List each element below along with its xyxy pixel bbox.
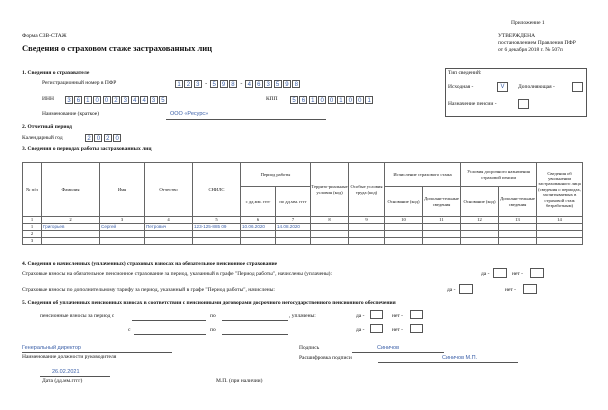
column-number: 14 xyxy=(537,217,583,224)
approved-by: постановлением Правления ПФР xyxy=(498,40,576,46)
cell-empty xyxy=(385,224,423,231)
decode-underline xyxy=(378,362,518,363)
cell-empty xyxy=(461,231,499,238)
insurer-section-title: 1. Сведения о страхователе xyxy=(22,70,90,76)
year-cell: 0 xyxy=(94,134,102,142)
column-numbers-row xyxy=(23,217,583,224)
signature-value: Синичов xyxy=(377,345,399,351)
pension-contracts-section-title: 5. Сведения об уплаченных пенсионных взносах в соответствии с пенсионными договорами досрочного негосударственного пенсионного обеспечения xyxy=(22,300,396,306)
th-surname: Фамилия xyxy=(42,163,100,217)
pension-no-label-1: нет - xyxy=(392,313,403,319)
th-early: Условия досрочного назначения страховой пенсии xyxy=(461,163,537,187)
th-snils: СНИЛС xyxy=(193,163,241,217)
inn-cell: 6 xyxy=(74,96,82,104)
reg-number-cell: 4 xyxy=(245,80,253,88)
pension-to-label-2: по xyxy=(210,327,216,333)
column-number: 10 xyxy=(385,217,423,224)
kpp-cell: 5 xyxy=(290,96,298,104)
cell-to xyxy=(276,238,311,245)
inn-cell: 1 xyxy=(84,96,92,104)
work-periods-table xyxy=(22,162,583,245)
cell-surname xyxy=(42,231,100,238)
pension-to-label-1: по xyxy=(210,313,216,319)
inn-cell: 0 xyxy=(93,96,101,104)
table-row xyxy=(23,224,583,231)
cell-empty xyxy=(311,238,349,245)
th-to: по дд.мм. гггг xyxy=(276,187,311,217)
date-underline xyxy=(40,376,110,377)
cell-empty xyxy=(311,231,349,238)
pension-yes-box-1[interactable] xyxy=(370,310,383,319)
inn-cell: 0 xyxy=(103,96,111,104)
kpp-cell: 0 xyxy=(346,96,354,104)
th-service: Исчисление страхового стажа xyxy=(385,163,461,187)
th-territorial: Террито-риальные условия (код) xyxy=(311,163,349,217)
th-service-basis: Основание (код) xyxy=(385,187,423,217)
cell-empty xyxy=(499,231,537,238)
inn-cells xyxy=(65,96,168,104)
cell-name xyxy=(100,231,145,238)
th-period: Период работы xyxy=(241,163,311,187)
pension-from-field-1[interactable] xyxy=(132,320,206,321)
contributions-line2: Страховые взносы по дополнительному тарифу за период, указанный в графе "Период работы", начислены: xyxy=(22,287,275,293)
contributions-line1-no-box[interactable] xyxy=(530,268,544,278)
column-number: 11 xyxy=(423,217,461,224)
pension-no-label-2: нет - xyxy=(392,327,403,333)
reg-number-cell: 8 xyxy=(292,80,300,88)
reg-number-cells xyxy=(175,80,302,88)
cell-empty xyxy=(423,231,461,238)
kpp-cell: 1 xyxy=(337,96,345,104)
cell-empty xyxy=(423,224,461,231)
info-type-source-checkbox[interactable]: V xyxy=(497,82,508,92)
cell-empty xyxy=(499,238,537,245)
cell-patronymic xyxy=(145,231,193,238)
column-number: 7 xyxy=(276,217,311,224)
reg-number-separator: - xyxy=(205,81,208,87)
decode-value: Синичов М.П. xyxy=(442,355,478,361)
reg-number-cell: 5 xyxy=(274,80,282,88)
pension-yes-box-2[interactable] xyxy=(370,324,383,333)
cell-empty xyxy=(461,238,499,245)
contributions-line1-yes-label: да - xyxy=(481,271,490,277)
cell-snils xyxy=(193,238,241,245)
info-type-additional-checkbox[interactable] xyxy=(572,82,583,92)
th-early-extra: Дополни-тельные сведения xyxy=(499,187,537,217)
cell-empty xyxy=(349,238,385,245)
column-number: 5 xyxy=(193,217,241,224)
cell-empty xyxy=(385,231,423,238)
pension-paid-label: , уплачены: xyxy=(289,313,316,319)
appendix-label: Приложение 1 xyxy=(511,20,545,26)
column-number: 3 xyxy=(100,217,145,224)
th-service-extra: Дополни-тельные сведения xyxy=(423,187,461,217)
cell-empty xyxy=(311,224,349,231)
inn-cell: 4 xyxy=(131,96,139,104)
short-name-underline xyxy=(166,119,326,120)
cell-patronymic xyxy=(145,238,193,245)
pension-period-label: пенсионные взносы за период с xyxy=(40,313,115,319)
cell-num: 1 xyxy=(23,224,42,231)
cell-snils xyxy=(193,231,241,238)
cell-to xyxy=(276,231,311,238)
cell-surname: Григорьев xyxy=(42,224,100,231)
reg-number-cell: 3 xyxy=(264,80,272,88)
signature-label: Подпись xyxy=(299,345,320,351)
info-type-additional-label: Дополняющая - xyxy=(518,84,555,90)
kpp-cell: 0 xyxy=(328,96,336,104)
reg-number-label: Регистрационный номер в ПФР xyxy=(42,80,117,86)
cell-name xyxy=(100,238,145,245)
pension-no-box-2[interactable] xyxy=(410,324,423,333)
kpp-cell: 6 xyxy=(299,96,307,104)
column-number: 6 xyxy=(241,217,276,224)
contributions-section-title: 4. Сведения о начисленных (уплаченных) страховых взносах на обязательное пенсионное страхование xyxy=(22,261,278,267)
kpp-label: КПП xyxy=(266,96,278,102)
reg-number-cell: 8 xyxy=(229,80,237,88)
info-type-pension-label: Назначение пенсии - xyxy=(448,101,497,107)
info-type-source-label: Исходная - xyxy=(448,84,474,90)
column-number: 4 xyxy=(145,217,193,224)
short-name-value: ООО «Ресурс» xyxy=(170,111,209,117)
contributions-line2-yes-box[interactable] xyxy=(459,284,473,294)
cell-snils: 123-125-885 09 xyxy=(193,224,241,231)
reg-number-cell: 9 xyxy=(220,80,228,88)
cell-empty xyxy=(423,238,461,245)
contributions-line1-no-label: нет - xyxy=(512,271,523,277)
stamp-label: М.П. (при наличии) xyxy=(216,378,263,384)
inn-cell: 5 xyxy=(159,96,167,104)
period-section-title: 2. Отчетный период xyxy=(22,124,72,130)
pension-no-box-1[interactable] xyxy=(410,310,423,319)
approved-label: УТВЕРЖДЕНА xyxy=(498,33,536,39)
cell-num: 3 xyxy=(23,238,42,245)
contributions-line2-no-label: нет - xyxy=(505,287,516,293)
inn-cell: 4 xyxy=(140,96,148,104)
approved-date: от 6 декабря 2018 г. № 507п xyxy=(498,47,563,53)
contributions-line1-yes-box[interactable] xyxy=(493,268,507,278)
reg-number-cell: 2 xyxy=(184,80,192,88)
cell-name: Сергей xyxy=(100,224,145,231)
table-row xyxy=(23,231,583,238)
th-from: с дд.мм. гггг xyxy=(241,187,276,217)
date-label: Дата (дд.мм.гггг) xyxy=(42,378,83,384)
short-name-label: Наименование (краткое) xyxy=(42,111,100,117)
pension-from-field-2[interactable] xyxy=(134,334,206,335)
pension-yes-label-2: да - xyxy=(356,327,365,333)
kpp-cell: 0 xyxy=(356,96,364,104)
kpp-cell: 1 xyxy=(365,96,373,104)
position-label: Наименование должности руководителя xyxy=(22,354,117,360)
cell-surname xyxy=(42,238,100,245)
th-special: Особые условия труда (код) xyxy=(349,163,385,217)
contributions-line1: Страховые взносы на обязательное пенсионное страхование за период, указанный в графе "Период работы", начислены (уплачены): xyxy=(22,271,333,277)
inn-cell: 3 xyxy=(150,96,158,104)
contributions-line2-no-box[interactable] xyxy=(523,284,537,294)
cell-empty xyxy=(461,224,499,231)
year-cells xyxy=(85,134,123,142)
cell-from xyxy=(241,231,276,238)
cell-from: 10.06.2020 xyxy=(241,224,276,231)
th-info: Сведения об увольнении застрахованного лица (сведения о периодах, засчитываемых в страховой стаж безработным) xyxy=(537,163,583,217)
reg-number-cell: 6 xyxy=(255,80,263,88)
th-patronymic: Отчество xyxy=(145,163,193,217)
position-value: Генеральный директор xyxy=(22,345,81,351)
form-name: Форма СЗВ-СТАЖ xyxy=(22,33,67,39)
cell-from xyxy=(241,238,276,245)
pension-to-field-2[interactable] xyxy=(222,334,288,335)
table-row xyxy=(23,238,583,245)
pension-from-label-2: с xyxy=(128,327,131,333)
year-cell: 0 xyxy=(113,134,121,142)
th-name: Имя xyxy=(100,163,145,217)
column-number: 9 xyxy=(349,217,385,224)
column-number: 1 xyxy=(23,217,42,224)
position-underline xyxy=(22,352,172,353)
inn-cell: 3 xyxy=(65,96,73,104)
date-value: 26.02.2021 xyxy=(52,369,80,375)
kpp-cells xyxy=(290,96,375,104)
reg-number-cell: 3 xyxy=(194,80,202,88)
year-cell: 2 xyxy=(104,134,112,142)
cell-patronymic: Петрович xyxy=(145,224,193,231)
cell-empty xyxy=(537,238,583,245)
cell-empty xyxy=(349,224,385,231)
kpp-cell: 0 xyxy=(318,96,326,104)
column-number: 12 xyxy=(461,217,499,224)
inn-cell: 3 xyxy=(121,96,129,104)
work-section-title: 3. Сведения о периодах работы застрахованных лиц xyxy=(22,146,152,152)
signature-underline xyxy=(352,352,444,353)
column-number: 13 xyxy=(499,217,537,224)
year-label: Календарный год xyxy=(22,135,63,141)
cell-empty xyxy=(385,238,423,245)
inn-label: ИНН xyxy=(42,96,54,102)
pension-yes-label-1: да - xyxy=(356,313,365,319)
th-num: № п/п xyxy=(23,163,42,217)
th-early-basis: Основание (код) xyxy=(461,187,499,217)
decode-label: Расшифровка подписи xyxy=(299,355,352,361)
contributions-line2-yes-label: да - xyxy=(447,287,456,293)
kpp-cell: 1 xyxy=(309,96,317,104)
column-number: 8 xyxy=(311,217,349,224)
inn-cell: 2 xyxy=(112,96,120,104)
column-number: 2 xyxy=(42,217,100,224)
cell-empty xyxy=(537,224,583,231)
cell-empty xyxy=(499,224,537,231)
reg-number-separator: - xyxy=(240,81,243,87)
cell-empty xyxy=(349,231,385,238)
reg-number-cell: 5 xyxy=(210,80,218,88)
reg-number-cell: 1 xyxy=(175,80,183,88)
info-type-label: Тип сведений: xyxy=(448,70,482,76)
pension-to-field-1[interactable] xyxy=(222,320,288,321)
cell-num: 2 xyxy=(23,231,42,238)
cell-empty xyxy=(537,231,583,238)
year-cell: 2 xyxy=(85,134,93,142)
reg-number-cell: 9 xyxy=(283,80,291,88)
info-type-pension-checkbox[interactable] xyxy=(518,99,529,109)
cell-to: 14.08.2020 xyxy=(276,224,311,231)
page-title: Сведения о страховом стаже застрахованных лиц xyxy=(22,43,213,53)
